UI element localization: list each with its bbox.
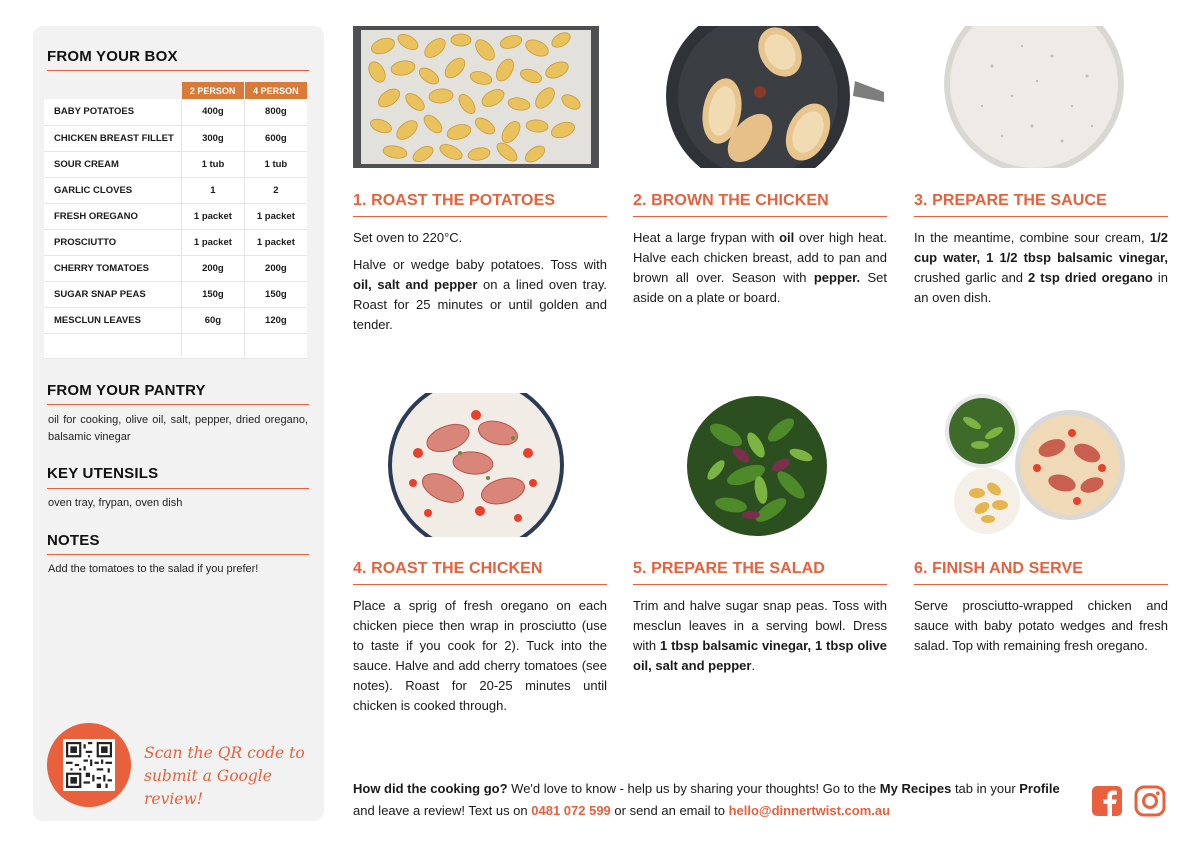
step1-rule (353, 216, 607, 217)
step5-body (633, 596, 887, 683)
step3-text-b: 1/2 cup water, 1 1/2 tbsp balsamic vinegar, (914, 230, 1168, 265)
qty-2person: 1 packet (182, 203, 245, 229)
step4-text: Place a sprig of fresh oregano on each chicken piece then wrap in prosciutto (use to taste if you cook for 2). Tuck into the sauce. Halve and add cherry tomatoes (see notes). Roast for 20-25 minutes until chicken is cooked through. (353, 598, 607, 713)
step6-rule (914, 584, 1168, 585)
qty-2person: 1 (182, 177, 245, 203)
step3-text-e: in an oven dish. (914, 270, 1169, 305)
ingredient-name: BABY POTATOES (44, 99, 182, 125)
step2-rule (633, 216, 887, 217)
step4-rule (353, 584, 607, 585)
step1-text-2c: on a lined oven tray. Roast for 25 minutes or until golden and tender. (353, 277, 607, 332)
step4-body (353, 596, 607, 723)
step3-text (914, 228, 1168, 308)
qty-2person: 150g (182, 281, 245, 307)
review-footer (353, 778, 1073, 822)
qty-4person: 1 tub (244, 151, 307, 177)
qr-caption (144, 742, 314, 811)
qr-caption-line1: Scan the QR code to (144, 744, 305, 762)
step6-body (914, 596, 1168, 663)
step1-photo (353, 26, 599, 168)
prosciutto-chicken-image (388, 393, 564, 537)
qty-4person: 2 (244, 177, 307, 203)
frypan-chicken-image (660, 26, 890, 168)
step1-text-2a: Halve or wedge baby potatoes. Toss with (353, 257, 607, 272)
table-header-row (44, 82, 307, 99)
ingredient-name: MESCLUN LEAVES (44, 307, 182, 333)
instagram-icon[interactable] (1134, 785, 1166, 817)
sauce-dish-image (942, 26, 1126, 168)
qty-4person: 120g (244, 307, 307, 333)
step5-text (633, 596, 887, 676)
qty-2person: 60g (182, 307, 245, 333)
footer-phone[interactable]: 0481 072 599 (531, 803, 611, 818)
utensils-title-rule (47, 488, 309, 489)
step3-photo (942, 26, 1126, 168)
footer-text-3: and leave a review! Text us on (353, 803, 532, 818)
step4-title: 4. ROAST THE CHICKEN (353, 560, 543, 577)
ingredient-name: CHERRY TOMATOES (44, 255, 182, 281)
footer-email[interactable]: hello@dinnertwist.com.au (728, 803, 891, 818)
step2-text (633, 228, 887, 308)
table-row (44, 307, 307, 333)
step2-text-b: oil (779, 230, 795, 245)
qr-code-graphic (66, 742, 112, 788)
footer-profile[interactable]: Profile (1019, 781, 1060, 796)
table-row (44, 177, 307, 203)
step4-photo (388, 393, 564, 537)
qr-code-icon[interactable] (63, 739, 115, 791)
sidebar (33, 26, 324, 821)
table-row (44, 229, 307, 255)
table-row (44, 281, 307, 307)
table-row-empty (44, 333, 307, 358)
table-row (44, 151, 307, 177)
qty-2person: 300g (182, 125, 245, 151)
step6-text: Serve prosciutto-wrapped chicken and sauce with baby potato wedges and fresh salad. Top with remaining fresh oregano. (914, 598, 1168, 653)
step2-text-c: over high heat. Halve each chicken breast, add to pan and brown all over. Season with (633, 230, 887, 285)
utensils-title: KEY UTENSILS (47, 465, 159, 482)
table-header-2person: 2 PERSON (182, 82, 245, 99)
table-header-4person: 4 PERSON (244, 82, 307, 99)
box-title-rule (47, 70, 309, 71)
footer-text-4: or send an email to (610, 803, 729, 818)
facebook-icon[interactable] (1091, 785, 1123, 817)
qty-4person: 1 packet (244, 229, 307, 255)
footer-my-recipes[interactable]: My Recipes (879, 781, 952, 796)
step3-text-d: 2 tsp dried oregano (1028, 270, 1153, 285)
qty-2person: 1 tub (182, 151, 245, 177)
step5-text-b: 1 tbsp balsamic vinegar, 1 tbsp olive oil, salt and pepper (633, 638, 887, 673)
table-row (44, 125, 307, 151)
step1-text-1: Set oven to 220°C. (353, 230, 463, 245)
step2-text-d: pepper. (813, 270, 861, 285)
table-row (44, 99, 307, 125)
utensils-text: oven tray, frypan, oven dish (48, 497, 183, 509)
step2-text-a: Heat a large frypan with (633, 230, 780, 245)
step5-text-a: Trim and halve sugar snap peas. Toss with mesclun leaves in a serving bowl. Dress with (633, 598, 887, 653)
salad-bowl-image (686, 395, 828, 537)
step6-photo (942, 393, 1128, 537)
step3-title: 3. PREPARE THE SAUCE (914, 192, 1107, 209)
potatoes-tray-image (353, 26, 599, 168)
table-row (44, 255, 307, 281)
notes-title-rule (47, 554, 309, 555)
pantry-title-rule (47, 404, 309, 405)
box-title: FROM YOUR BOX (47, 48, 178, 65)
step5-photo (686, 395, 828, 537)
instagram-glyph (1134, 785, 1166, 817)
pantry-title: FROM YOUR PANTRY (47, 382, 206, 399)
qty-2person: 400g (182, 99, 245, 125)
ingredient-name: GARLIC CLOVES (44, 177, 182, 203)
table-header-blank (44, 82, 182, 99)
qty-2person: 200g (182, 255, 245, 281)
step3-text-a: In the meantime, combine sour cream, (914, 230, 1150, 245)
qty-4person: 1 packet (244, 203, 307, 229)
step3-body (914, 228, 1168, 315)
qr-badge[interactable] (47, 723, 131, 807)
step1-title: 1. ROAST THE POTATOES (353, 192, 556, 209)
qty-4person: 200g (244, 255, 307, 281)
step3-rule (914, 216, 1168, 217)
qty-4person: 150g (244, 281, 307, 307)
qty-4person: 800g (244, 99, 307, 125)
qty-4person: 600g (244, 125, 307, 151)
qr-caption-line2: submit a Google review! (144, 767, 272, 808)
ingredient-name: FRESH OREGANO (44, 203, 182, 229)
finished-dish-image (942, 393, 1128, 537)
step2-body (633, 228, 887, 315)
pantry-text: oil for cooking, olive oil, salt, pepper, dried oregano, balsamic vinegar (48, 414, 308, 443)
empty-cell (244, 333, 307, 358)
empty-cell (44, 333, 182, 358)
ingredients-table (44, 82, 307, 359)
ingredient-name: SUGAR SNAP PEAS (44, 281, 182, 307)
facebook-glyph (1091, 785, 1123, 817)
notes-text: Add the tomatoes to the salad if you prefer! (48, 563, 259, 575)
step5-rule (633, 584, 887, 585)
step6-title: 6. FINISH AND SERVE (914, 560, 1084, 577)
step5-text-c: . (751, 658, 756, 673)
step2-text-e: Set aside on a plate or board. (633, 270, 887, 305)
footer-question: How did the cooking go? (353, 781, 508, 796)
step1-body (353, 228, 607, 342)
step3-text-c: crushed garlic and (914, 270, 1029, 285)
ingredient-name: PROSCIUTTO (44, 229, 182, 255)
step2-photo (660, 26, 890, 168)
footer-text-1: We'd love to know - help us by sharing your thoughts! Go to the (507, 781, 880, 796)
step2-title: 2. BROWN THE CHICKEN (633, 192, 829, 209)
qty-2person: 1 packet (182, 229, 245, 255)
table-row (44, 203, 307, 229)
ingredient-name: SOUR CREAM (44, 151, 182, 177)
notes-title: NOTES (47, 532, 100, 549)
empty-cell (182, 333, 245, 358)
step1-text-2 (353, 255, 607, 335)
step5-title: 5. PREPARE THE SALAD (633, 560, 825, 577)
ingredient-name: CHICKEN BREAST FILLET (44, 125, 182, 151)
step1-text-2b: oil, salt and pepper (353, 277, 478, 292)
footer-text-2: tab in your (951, 781, 1020, 796)
